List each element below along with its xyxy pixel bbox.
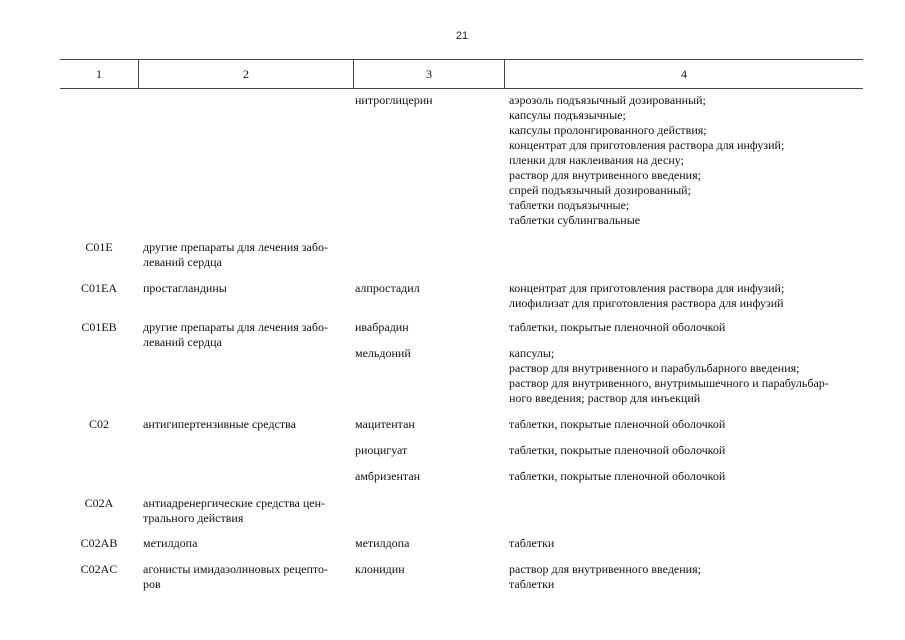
drug-name: мельдоний <box>355 346 411 360</box>
group-name <box>143 320 349 350</box>
group-name-line: антигипертензивные средства <box>143 417 296 431</box>
atc-code: C02AC <box>80 562 118 576</box>
header-col-3: 3 <box>426 67 432 81</box>
group-name-line: другие препараты для лечения забо- <box>143 320 328 334</box>
group-name <box>143 536 349 551</box>
dosage-forms <box>509 469 861 484</box>
group-name-line: метилдопа <box>143 536 198 550</box>
dosage-form-line: раствор для внутривенного, внутримышечного и парабульбар- <box>509 376 829 390</box>
atc-code: C01EA <box>81 281 117 295</box>
group-name <box>143 240 349 270</box>
header-col-2: 2 <box>243 67 249 81</box>
dosage-form-line: лиофилизат для приготовления раствора для инфузий <box>509 296 784 310</box>
header-col-1: 1 <box>96 67 102 81</box>
atc-code: C01E <box>85 240 113 254</box>
dosage-forms <box>509 417 861 432</box>
dosage-form-line: таблетки подъязычные; <box>509 198 630 212</box>
dosage-form-line: таблетки <box>509 577 555 591</box>
dosage-form-line: таблетки, покрытые пленочной оболочкой <box>509 469 726 483</box>
drug-name: нитроглицерин <box>355 93 433 107</box>
atc-code: C02 <box>88 417 109 431</box>
dosage-form-line: капсулы подъязычные; <box>509 108 626 122</box>
drug-name: риоцигуат <box>355 443 408 457</box>
group-name-line: агонисты имидазолиновых рецепто- <box>143 562 328 576</box>
dosage-form-line: раствор для внутривенного и парабульбарного введения; <box>509 361 800 375</box>
group-name <box>143 496 349 526</box>
group-name-line: леваний сердца <box>143 335 222 349</box>
dosage-form-line: концентрат для приготовления раствора для инфузий; <box>509 281 785 295</box>
dosage-form-line: таблетки <box>509 536 555 550</box>
atc-code: C02AB <box>80 536 118 550</box>
group-name-line: простагландины <box>143 281 227 295</box>
group-name-line: ров <box>143 577 161 591</box>
dosage-forms <box>509 320 861 335</box>
dosage-form-line: ного введения; раствор для инъекций <box>509 391 701 405</box>
drug-name: клонидин <box>355 562 405 576</box>
dosage-form-line: концентрат для приготовления раствора для инфузий; <box>509 138 785 152</box>
atc-code: C02A <box>84 496 114 510</box>
dosage-form-line: таблетки, покрытые пленочной оболочкой <box>509 443 726 457</box>
dosage-form-line: пленки для наклеивания на десну; <box>509 153 684 167</box>
dosage-form-line: раствор для внутривенного введения; <box>509 168 701 182</box>
group-name-line: трального действия <box>143 511 244 525</box>
group-name <box>143 281 349 296</box>
dosage-forms <box>509 346 861 406</box>
group-name-line: другие препараты для лечения забо- <box>143 240 328 254</box>
dosage-forms <box>509 281 861 311</box>
dosage-forms <box>509 93 861 228</box>
group-name-line: леваний сердца <box>143 255 222 269</box>
dosage-forms <box>509 562 861 592</box>
page-number: 21 <box>455 30 469 42</box>
drug-name: мацитентан <box>355 417 415 431</box>
header-col-4: 4 <box>681 67 687 81</box>
dosage-form-line: капсулы; <box>509 346 555 360</box>
dosage-forms <box>509 443 861 458</box>
dosage-form-line: таблетки, покрытые пленочной оболочкой <box>509 417 726 431</box>
drug-name: алпростадил <box>355 281 420 295</box>
drug-name: ивабрадин <box>355 320 409 334</box>
group-name <box>143 417 349 432</box>
drug-name: метилдопа <box>355 536 410 550</box>
group-name <box>143 562 349 592</box>
dosage-form-line: спрей подъязычный дозированный; <box>509 183 691 197</box>
dosage-form-line: капсулы пролонгированного действия; <box>509 123 707 137</box>
group-name-line: антиадренергические средства цен- <box>143 496 325 510</box>
dosage-forms <box>509 536 861 551</box>
dosage-form-line: аэрозоль подъязычный дозированный; <box>509 93 706 107</box>
dosage-form-line: таблетки, покрытые пленочной оболочкой <box>509 320 726 334</box>
atc-code: C01EB <box>81 320 117 334</box>
drug-name: амбризентан <box>355 469 421 483</box>
dosage-form-line: раствор для внутривенного введения; <box>509 562 701 576</box>
dosage-form-line: таблетки сублингвальные <box>509 213 641 227</box>
